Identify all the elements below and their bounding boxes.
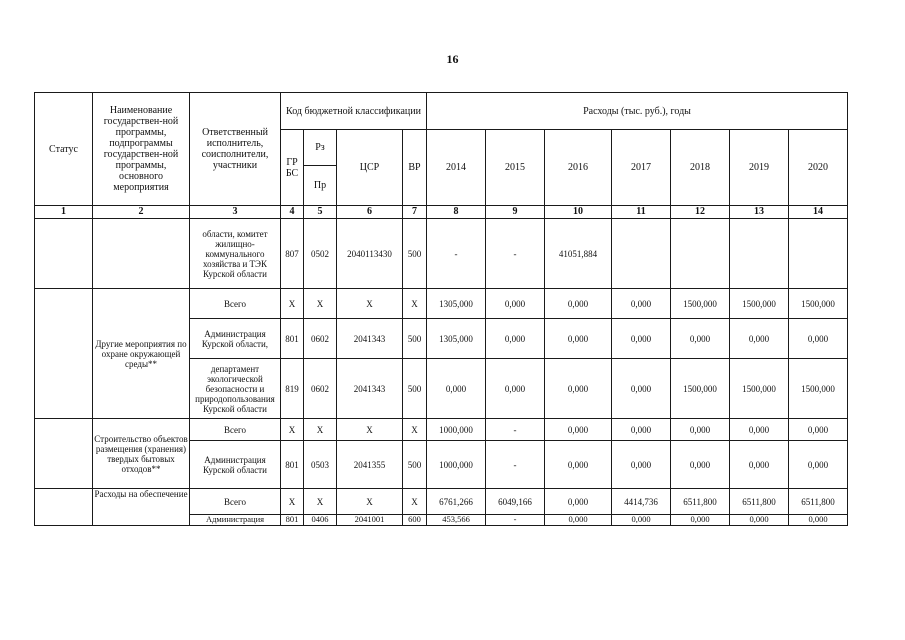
value-cell: 0,000	[612, 289, 671, 319]
value-cell: 0,000	[671, 441, 730, 489]
column-number: 6	[337, 206, 403, 219]
column-number: 3	[190, 206, 281, 219]
value-cell: 0,000	[789, 515, 848, 526]
value-cell: 1500,000	[789, 289, 848, 319]
header-rz: Рз	[304, 130, 337, 166]
csr-cell: 2041355	[337, 441, 403, 489]
executor-cell: Всего	[190, 289, 281, 319]
csr-cell: 2041343	[337, 359, 403, 419]
rz-pr-cell: 0602	[304, 319, 337, 359]
header-executor: Ответственный исполнитель, соисполнители, участники	[190, 93, 281, 206]
table-row	[35, 219, 848, 289]
budget-table	[34, 92, 848, 526]
group-name: Расходы на обеспечение	[93, 489, 190, 526]
value-cell: 1305,000	[427, 319, 486, 359]
group-name: Строительство объектов размещения (хранения) твердых бытовых отходов**	[93, 419, 190, 489]
rz-pr-cell: X	[304, 289, 337, 319]
executor-cell: Администрация Курской области,	[190, 319, 281, 359]
table-row	[35, 289, 848, 319]
vr-cell: 500	[403, 319, 427, 359]
vr-cell: X	[403, 419, 427, 441]
value-cell: 0,000	[671, 419, 730, 441]
grbs-cell: 801	[281, 515, 304, 526]
grbs-cell: X	[281, 419, 304, 441]
status-cell	[35, 419, 93, 489]
value-cell: 0,000	[545, 441, 612, 489]
rz-pr-cell: X	[304, 489, 337, 515]
executor-cell: Всего	[190, 489, 281, 515]
column-number: 9	[486, 206, 545, 219]
header-year: 2015	[486, 130, 545, 206]
value-cell: 0,000	[545, 515, 612, 526]
value-cell: 6511,800	[789, 489, 848, 515]
vr-cell: 500	[403, 441, 427, 489]
value-cell: 0,000	[789, 319, 848, 359]
status-cell	[35, 289, 93, 419]
vr-cell: 500	[403, 219, 427, 289]
header-grbs: ГР БС	[281, 130, 304, 206]
value-cell: 0,000	[486, 289, 545, 319]
executor-cell: Администрация Курской области	[190, 441, 281, 489]
executor-cell: Администрация	[190, 515, 281, 526]
value-cell: 0,000	[427, 359, 486, 419]
header-year: 2019	[730, 130, 789, 206]
rz-pr-cell: 0602	[304, 359, 337, 419]
value-cell: 0,000	[730, 419, 789, 441]
header-year: 2014	[427, 130, 486, 206]
group-name: Другие мероприятия по охране окружающей среды**	[93, 289, 190, 419]
vr-cell: X	[403, 289, 427, 319]
header-expenses: Расходы (тыс. руб.), годы	[427, 93, 848, 130]
value-cell: 0,000	[730, 441, 789, 489]
executor-cell: департамент экологической безопасности и природопользования Курской области	[190, 359, 281, 419]
value-cell	[612, 219, 671, 289]
csr-cell: X	[337, 489, 403, 515]
rz-pr-cell: 0502	[304, 219, 337, 289]
value-cell: -	[486, 419, 545, 441]
status-cell	[35, 489, 93, 526]
csr-cell: 2040113430	[337, 219, 403, 289]
value-cell: 453,566	[427, 515, 486, 526]
value-cell: 1500,000	[730, 359, 789, 419]
value-cell	[789, 219, 848, 289]
grbs-cell: X	[281, 489, 304, 515]
value-cell	[730, 219, 789, 289]
column-number: 4	[281, 206, 304, 219]
value-cell: 0,000	[486, 319, 545, 359]
value-cell: 1500,000	[671, 359, 730, 419]
header-year: 2016	[545, 130, 612, 206]
column-number: 5	[304, 206, 337, 219]
header-year: 2020	[789, 130, 848, 206]
rz-pr-cell: 0503	[304, 441, 337, 489]
rz-pr-cell: X	[304, 419, 337, 441]
name-cell	[93, 219, 190, 289]
value-cell: -	[486, 219, 545, 289]
header-vr: ВР	[403, 130, 427, 206]
value-cell: 1000,000	[427, 419, 486, 441]
csr-cell: 2041001	[337, 515, 403, 526]
value-cell: 1305,000	[427, 289, 486, 319]
value-cell: 1000,000	[427, 441, 486, 489]
column-number: 13	[730, 206, 789, 219]
header-budget-code: Код бюджетной классификации	[281, 93, 427, 130]
header-csr: ЦСР	[337, 130, 403, 206]
rz-pr-cell: 0406	[304, 515, 337, 526]
value-cell: 0,000	[671, 319, 730, 359]
vr-cell: X	[403, 489, 427, 515]
header-status: Статус	[35, 93, 93, 206]
column-number: 2	[93, 206, 190, 219]
value-cell: -	[486, 441, 545, 489]
csr-cell: X	[337, 289, 403, 319]
value-cell: 1500,000	[671, 289, 730, 319]
header-pr: Пр	[304, 166, 337, 206]
column-number: 12	[671, 206, 730, 219]
vr-cell: 600	[403, 515, 427, 526]
column-number: 7	[403, 206, 427, 219]
table-row	[35, 419, 848, 441]
csr-cell: 2041343	[337, 319, 403, 359]
value-cell: 0,000	[545, 419, 612, 441]
executor-cell: области, комитет жилищно-коммунального хозяйства и ТЭК Курской области	[190, 219, 281, 289]
grbs-cell: 801	[281, 441, 304, 489]
column-number: 1	[35, 206, 93, 219]
header-name: Наименование государствен-ной программы, подпрограммы государствен-ной программы, основного мероприятия	[93, 93, 190, 206]
value-cell: 1500,000	[730, 289, 789, 319]
header-year: 2018	[671, 130, 730, 206]
value-cell: 0,000	[789, 441, 848, 489]
value-cell: 0,000	[545, 289, 612, 319]
value-cell: 0,000	[612, 319, 671, 359]
table-row	[35, 489, 848, 515]
value-cell: 0,000	[789, 419, 848, 441]
value-cell: 1500,000	[789, 359, 848, 419]
value-cell: 0,000	[545, 319, 612, 359]
column-number: 14	[789, 206, 848, 219]
value-cell: 0,000	[671, 515, 730, 526]
value-cell: 0,000	[486, 359, 545, 419]
value-cell: 6511,800	[730, 489, 789, 515]
value-cell: 4414,736	[612, 489, 671, 515]
grbs-cell: 807	[281, 219, 304, 289]
column-number: 10	[545, 206, 612, 219]
column-number: 11	[612, 206, 671, 219]
vr-cell: 500	[403, 359, 427, 419]
value-cell: 6049,166	[486, 489, 545, 515]
grbs-cell: 801	[281, 319, 304, 359]
page-number: 16	[446, 52, 459, 66]
executor-cell: Всего	[190, 419, 281, 441]
value-cell: 0,000	[545, 359, 612, 419]
value-cell: 0,000	[612, 515, 671, 526]
value-cell: 0,000	[545, 489, 612, 515]
value-cell: 0,000	[612, 419, 671, 441]
header-year: 2017	[612, 130, 671, 206]
value-cell: 0,000	[612, 441, 671, 489]
value-cell	[671, 219, 730, 289]
value-cell: -	[486, 515, 545, 526]
grbs-cell: X	[281, 289, 304, 319]
value-cell: -	[427, 219, 486, 289]
value-cell: 6511,800	[671, 489, 730, 515]
column-number: 8	[427, 206, 486, 219]
value-cell: 0,000	[730, 319, 789, 359]
value-cell: 0,000	[612, 359, 671, 419]
grbs-cell: 819	[281, 359, 304, 419]
csr-cell: X	[337, 419, 403, 441]
value-cell: 41051,884	[545, 219, 612, 289]
value-cell: 6761,266	[427, 489, 486, 515]
value-cell: 0,000	[730, 515, 789, 526]
status-cell	[35, 219, 93, 289]
